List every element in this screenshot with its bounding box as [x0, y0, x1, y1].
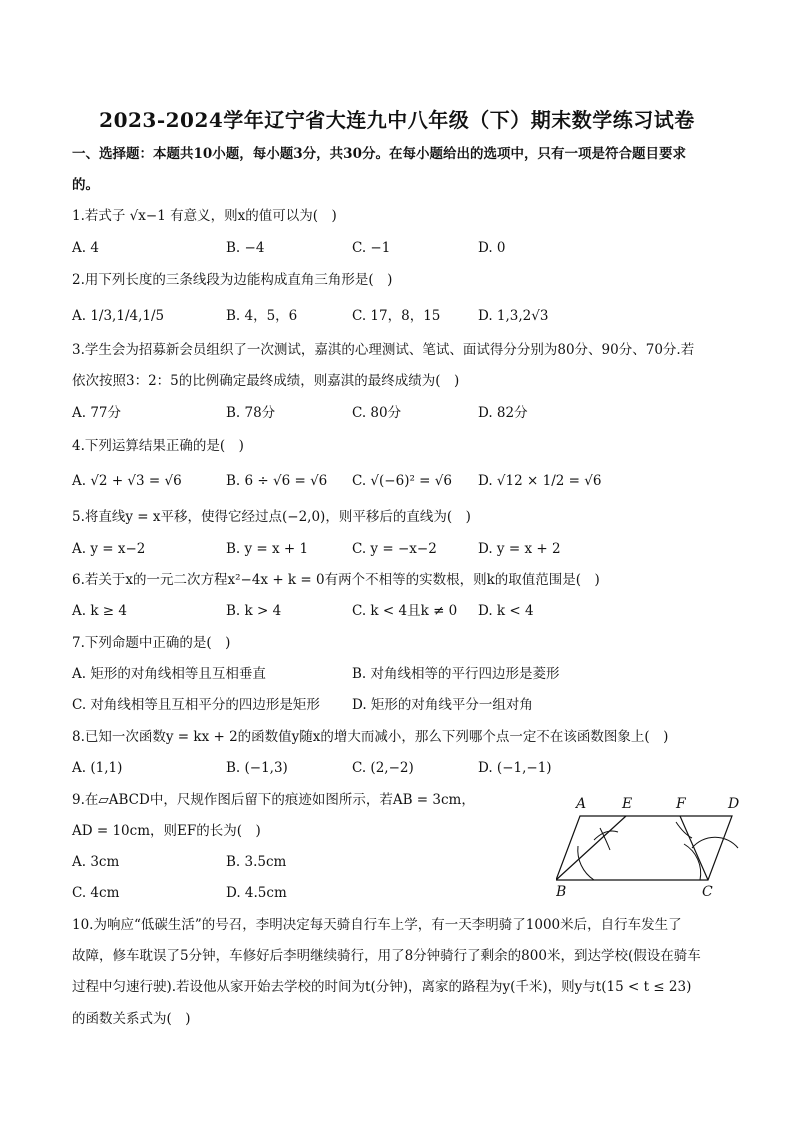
question-5-option-d: D. y = x + 2: [478, 541, 561, 557]
question-4-option-b: B. 6 ÷ √6 = √6: [226, 473, 328, 489]
figure-label-f: F: [676, 796, 686, 812]
question-8-stem: 8.已知一次函数y = kx + 2的函数值y随x的增大而减小，那么下列哪个点一定不在该函数图象上( ): [72, 729, 669, 745]
figure-label-e: E: [622, 796, 633, 812]
question-10-stem-line1: 10.为响应“低碳生活”的号召，李明决定每天骑自行车上学，有一天李明骑了1000米后，自行车发生了: [72, 917, 682, 933]
question-2-option-b: B. 4，5，6: [226, 308, 298, 324]
question-2-option-d: D. 1,3,2√3: [478, 308, 549, 324]
question-8-option-b: B. (−1,3): [226, 760, 288, 776]
section-instructions-line1: 一、选择题：本题共10小题，每小题3分，共30分。在每小题给出的选项中，只有一项是符合题目要求: [72, 146, 686, 162]
question-3-option-a: A. 77分: [72, 405, 122, 421]
question-7-option-d: D. 矩形的对角线平分一组对角: [352, 697, 533, 713]
question-9-option-b: B. 3.5cm: [226, 854, 287, 870]
question-3-option-c: C. 80分: [352, 405, 402, 421]
question-10-stem-line3: 过程中匀速行驶).若设他从家开始去学校的时间为t(分钟)，离家的路程为y(千米)，则y与t(15 < t ≤ 23): [72, 979, 692, 995]
question-5-option-a: A. y = x−2: [72, 541, 146, 557]
parallelogram-figure: [556, 792, 746, 902]
figure-label-d: D: [728, 796, 740, 812]
question-3-stem-line2: 依次按照3：2：5的比例确定最终成绩，则嘉淇的最终成绩为( ): [72, 373, 460, 389]
question-2-option-a: A. 1/3,1/4,1/5: [72, 308, 165, 324]
question-4-option-c: C. √(−6)² = √6: [352, 473, 452, 489]
figure-label-a: A: [576, 796, 587, 812]
exam-title: 2023-2024学年辽宁省大连九中八年级（下）期末数学练习试卷: [99, 108, 695, 132]
question-9-stem-line2: AD = 10cm，则EF的长为( ): [72, 823, 261, 839]
question-7-stem: 7.下列命题中正确的是( ): [72, 635, 231, 651]
question-7-option-b: B. 对角线相等的平行四边形是菱形: [352, 666, 560, 682]
question-9-option-c: C. 4cm: [72, 885, 120, 901]
question-6-option-d: D. k < 4: [478, 603, 534, 619]
question-1-option-b: B. −4: [226, 240, 265, 256]
question-6-option-c: C. k < 4且k ≠ 0: [352, 603, 458, 619]
question-6-stem: 6.若关于x的一元二次方程x²−4x + k = 0有两个不相等的实数根，则k的取值范围是( ): [72, 572, 600, 588]
question-2-option-c: C. 17，8，15: [352, 308, 441, 324]
question-10-stem-line2: 故障，修车耽误了5分钟，车修好后李明继续骑行，用了8分钟骑行了剩余的800米，到达学校(假设在骑车: [72, 948, 701, 964]
question-1-option-c: C. −1: [352, 240, 391, 256]
construction-arcs: [578, 822, 738, 880]
question-3-option-b: B. 78分: [226, 405, 276, 421]
question-5-option-c: C. y = −x−2: [352, 541, 437, 557]
question-6-option-a: A. k ≥ 4: [72, 603, 127, 619]
question-1-stem: 1.若式子 √x−1 有意义，则x的值可以为( ): [72, 208, 337, 224]
question-5-stem: 5.将直线y = x平移，使得它经过点(−2,0)，则平移后的直线为( ): [72, 509, 471, 525]
question-10-stem-line4: 的函数关系式为( ): [72, 1011, 191, 1027]
question-3-option-d: D. 82分: [478, 405, 528, 421]
question-8-option-a: A. (1,1): [72, 760, 123, 776]
question-8-option-c: C. (2,−2): [352, 760, 414, 776]
question-9-option-d: D. 4.5cm: [226, 885, 287, 901]
question-1-option-a: A. 4: [72, 240, 99, 256]
question-9-stem-line1: 9.在▱ABCD中，尺规作图后留下的痕迹如图所示，若AB = 3cm，: [72, 792, 475, 808]
figure-label-b: B: [556, 884, 567, 900]
question-2-stem: 2.用下列长度的三条线段为边能构成直角三角形是( ): [72, 272, 393, 288]
question-7-option-a: A. 矩形的对角线相等且互相垂直: [72, 666, 266, 682]
question-1-option-d: D. 0: [478, 240, 506, 256]
question-9-option-a: A. 3cm: [72, 854, 120, 870]
section-instructions-line2: 的。: [72, 177, 99, 193]
question-8-option-d: D. (−1,−1): [478, 760, 552, 776]
question-4-option-a: A. √2 + √3 = √6: [72, 473, 182, 489]
question-4-option-d: D. √12 × 1/2 = √6: [478, 473, 602, 489]
question-3-stem-line1: 3.学生会为招募新会员组织了一次测试，嘉淇的心理测试、笔试、面试得分分别为80分、90分、70分.若: [72, 342, 695, 358]
question-6-option-b: B. k > 4: [226, 603, 282, 619]
question-7-option-c: C. 对角线相等且互相平分的四边形是矩形: [72, 697, 320, 713]
question-5-option-b: B. y = x + 1: [226, 541, 309, 557]
parallelogram-outline: [556, 816, 732, 880]
question-4-stem: 4.下列运算结果正确的是( ): [72, 438, 244, 454]
figure-label-c: C: [702, 884, 713, 900]
